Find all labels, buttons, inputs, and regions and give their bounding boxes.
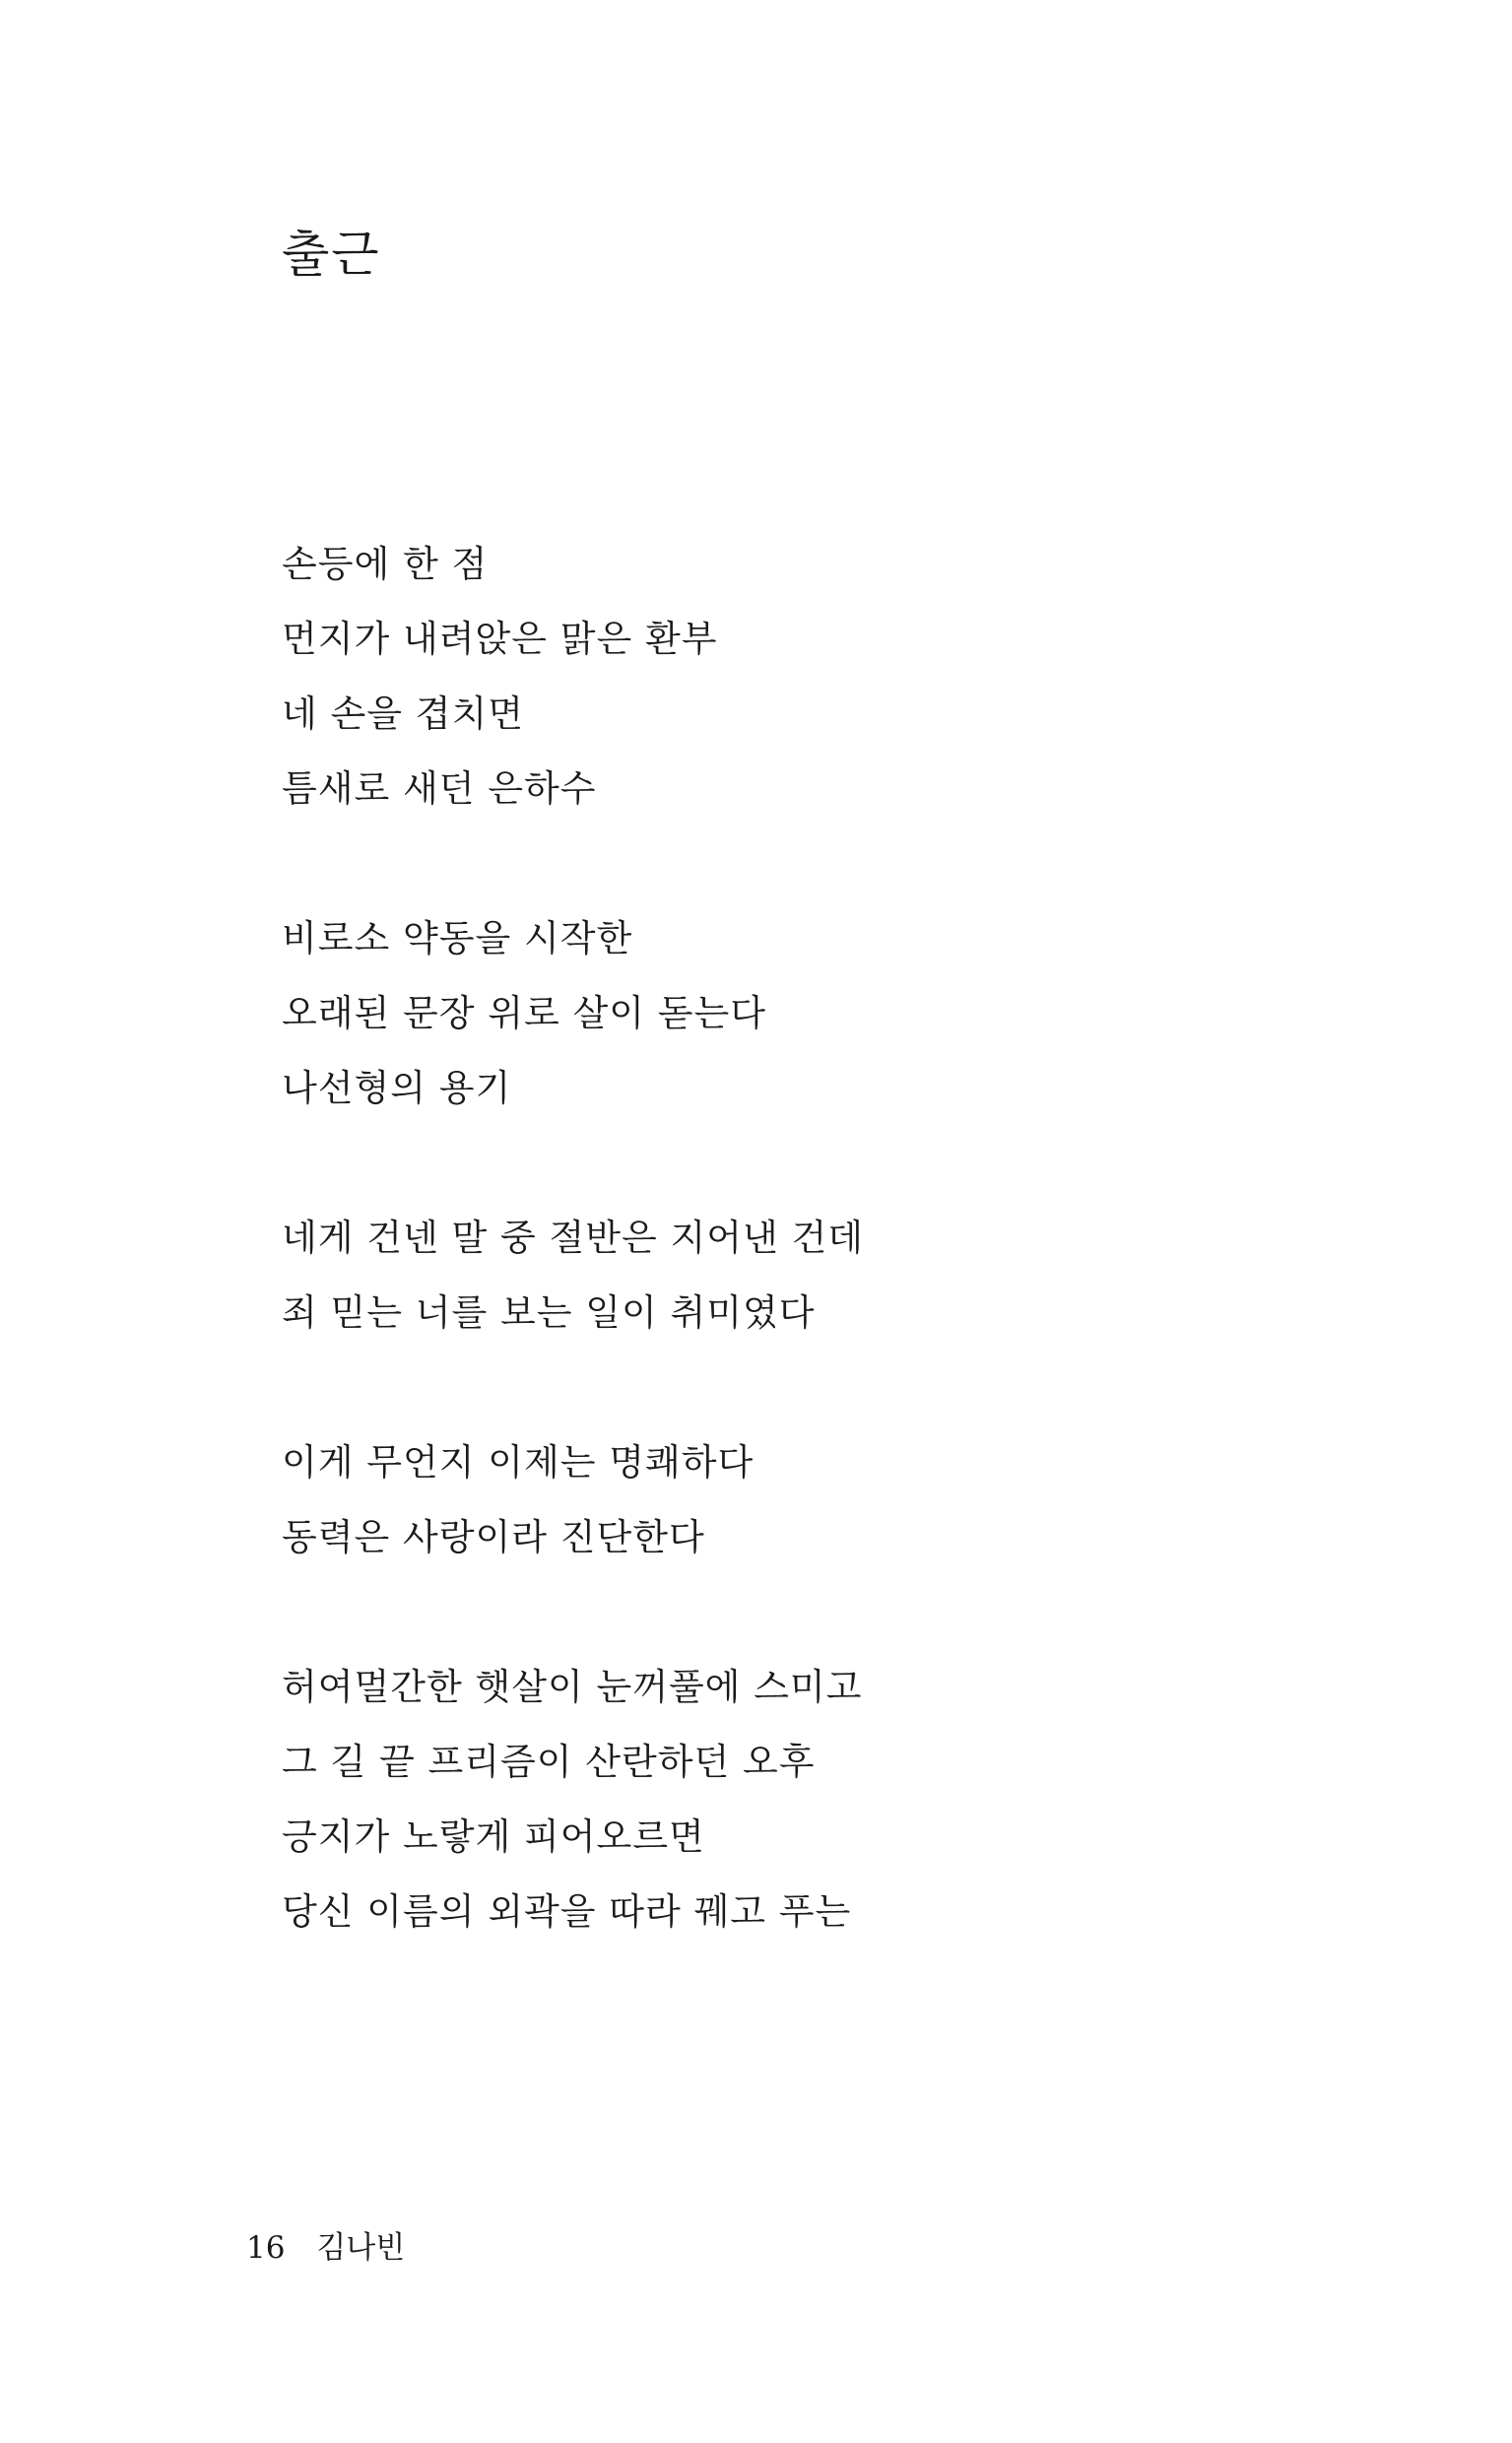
poem-line: 이게 무언지 이제는 명쾌하다 [282,1441,755,1484]
stanza [282,1650,1267,1949]
author-name: 김나빈 [316,2230,406,2266]
poem-title: 출근 [282,226,381,283]
poem-line: 네게 건넨 말 중 절반은 지어낸 건데 [282,1217,864,1259]
poem-line: 허여멀간한 햇살이 눈꺼풀에 스미고 [282,1666,863,1708]
poem-line: 오래된 문장 위로 살이 돋는다 [282,992,766,1034]
page-footer [246,2228,405,2268]
poem-line: 손등에 한 점 [282,543,489,585]
stanza [282,527,1267,826]
page-number: 16 [246,2230,286,2266]
poem-line: 나선형의 용기 [282,1067,512,1109]
poem-line: 그 길 끝 프리즘이 산란하던 오후 [282,1741,816,1783]
stanza [282,1425,1267,1575]
poem-line: 틈새로 새던 은하수 [282,767,597,810]
poem-body [282,527,1267,2024]
poem-line: 당신 이름의 외곽을 따라 꿰고 푸는 [282,1890,852,1933]
stanza [282,1201,1267,1351]
poem-line: 네 손을 겹치면 [282,693,524,735]
poem-line: 긍지가 노랗게 피어오르면 [282,1816,705,1858]
stanza [282,901,1267,1126]
poem-line: 죄 믿는 너를 보는 일이 취미였다 [282,1291,816,1334]
poem-line: 먼지가 내려앉은 맑은 환부 [282,618,718,660]
poem-line: 동력은 사랑이라 진단한다 [282,1516,705,1558]
poem-line: 비로소 약동을 시작한 [282,917,633,959]
